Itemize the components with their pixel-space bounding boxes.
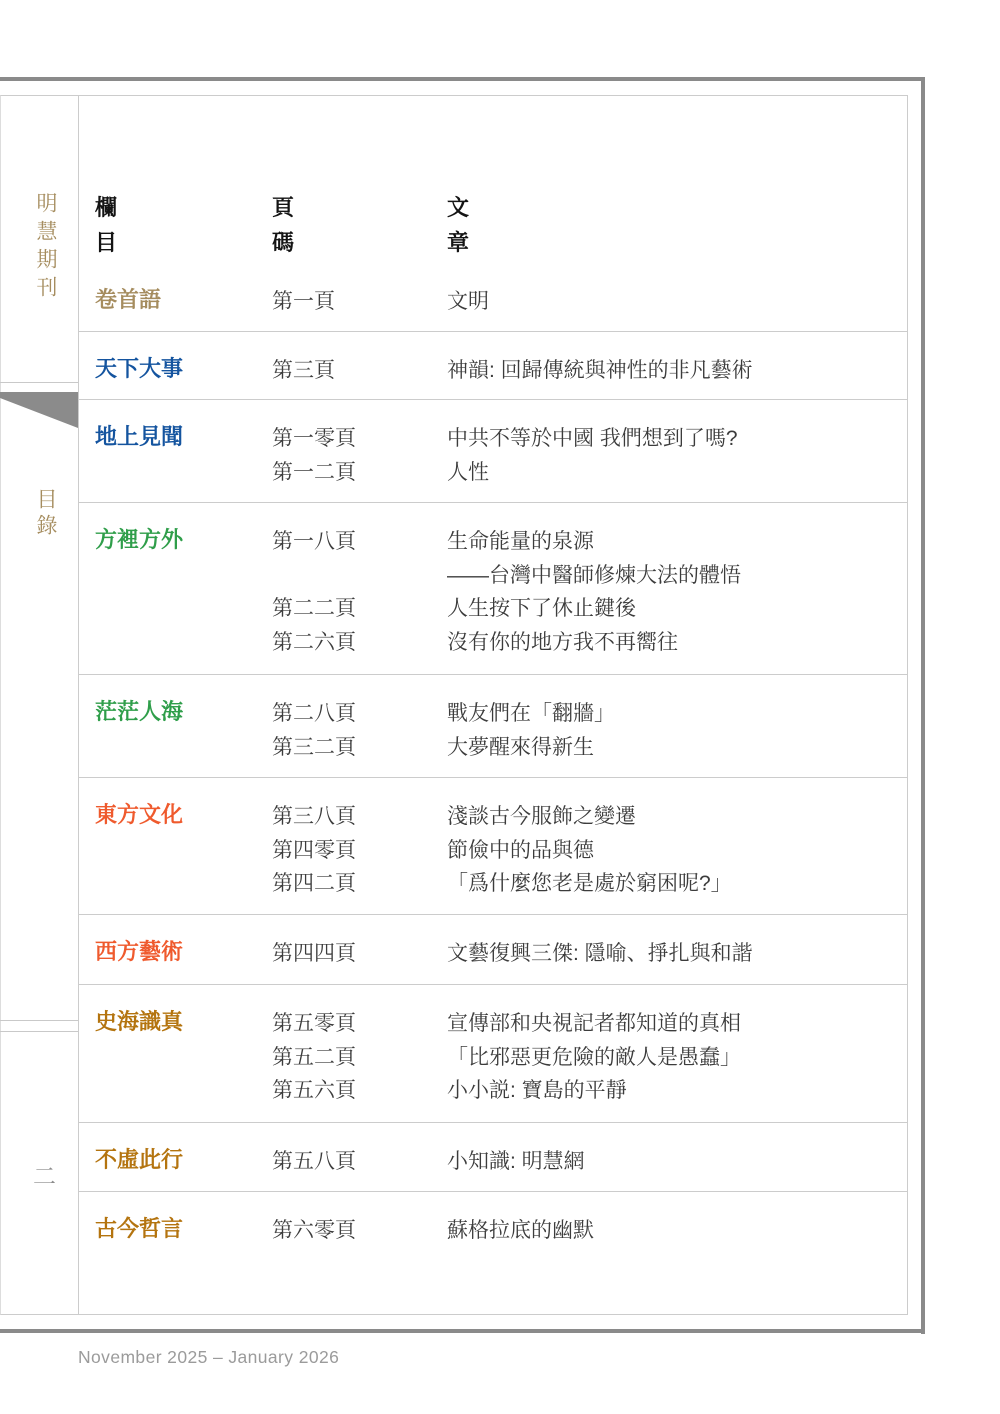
toc-entry <box>78 525 908 559</box>
sidebar-rule-bottom-2 <box>0 1031 78 1032</box>
toc-row-dishangjianwen <box>78 400 908 503</box>
issue-date-range: November 2025 – January 2026 <box>78 1347 340 1367</box>
entry-title: 「爲什麼您老是處於窮困呢?」 <box>447 872 732 895</box>
entry-subtitle: ——台灣中醫師修煉大法的體悟 <box>447 563 741 587</box>
section-label: 茫茫人海 <box>95 699 184 724</box>
toc-entry <box>78 1041 908 1075</box>
entry-title: 小小説: 寶島的平靜 <box>447 1079 627 1102</box>
toc-row-dongfangwenhua <box>78 778 908 915</box>
toc-entry <box>78 1007 908 1041</box>
toc-entry <box>78 1145 908 1179</box>
entry-page: 第二二頁 <box>272 597 356 620</box>
toc-row-juanshouyu <box>78 263 908 332</box>
entry-page: 第一零頁 <box>272 427 356 450</box>
entry-title: 沒有你的地方我不再嚮往 <box>447 630 678 654</box>
toc-row-shihaishizhen <box>78 985 908 1123</box>
entry-page: 第六零頁 <box>272 1219 356 1242</box>
entry-page: 第三頁 <box>272 359 335 382</box>
sidebar-rule-top <box>0 382 78 383</box>
entry-page: 第二六頁 <box>272 630 356 654</box>
toc-entry <box>78 1074 908 1108</box>
section-label: 地上見聞 <box>95 424 184 449</box>
section-label: 西方藝術 <box>95 939 184 964</box>
entry-page: 第四零頁 <box>272 838 356 862</box>
toc-row-xifangyishu <box>78 915 908 985</box>
toc-entry <box>78 697 908 731</box>
toc-entry <box>78 731 908 765</box>
toc-entry <box>78 1214 908 1248</box>
entry-title: 宣傳部和央視記者都知道的真相 <box>447 1012 741 1035</box>
page-border-bottom <box>0 1329 925 1333</box>
toc-entry <box>78 559 908 593</box>
toc-entry <box>78 867 908 901</box>
entry-page: 第五八頁 <box>272 1150 356 1173</box>
toc-row-tianxiadashi <box>78 332 908 400</box>
toc-entry <box>78 800 908 834</box>
toc-entry <box>78 626 908 660</box>
entry-title: 神韻: 回歸傳統與神性的非凡藝術 <box>447 359 753 382</box>
toc-row-mangmangrenhai <box>78 675 908 778</box>
section-label: 不虛此行 <box>95 1147 184 1172</box>
fold-triangle-icon <box>0 392 78 428</box>
section-label: 方裡方外 <box>95 527 184 552</box>
entry-title: 文明 <box>447 290 489 313</box>
toc-entry <box>78 354 908 388</box>
toc-label: 目錄 <box>34 488 57 540</box>
header-page-column: 頁碼 <box>272 195 295 255</box>
sidebar-rule-bottom-1 <box>0 1020 78 1021</box>
entry-title: 文藝復興三傑: 隱喻、掙扎與和諧 <box>447 942 753 965</box>
entry-title: 「比邪惡更危險的敵人是愚蠢」 <box>447 1045 741 1069</box>
header-article-column: 文章 <box>447 195 470 255</box>
section-label: 古今哲言 <box>95 1216 184 1241</box>
entry-title: 生命能量的泉源 <box>447 530 594 553</box>
entry-page: 第三二頁 <box>272 735 356 759</box>
entry-title: 節儉中的品與德 <box>447 838 594 862</box>
toc-row-fanglifangwai <box>78 503 908 675</box>
entry-page: 第四二頁 <box>272 872 356 895</box>
entry-title: 小知識: 明慧網 <box>447 1150 585 1173</box>
entry-page: 第一八頁 <box>272 530 356 553</box>
section-label: 天下大事 <box>95 356 184 381</box>
entry-page: 第五二頁 <box>272 1045 356 1069</box>
entry-page: 第一頁 <box>272 290 335 313</box>
entry-title: 人生按下了休止鍵後 <box>447 597 636 620</box>
toc-entry <box>78 834 908 868</box>
entry-title: 大夢醒來得新生 <box>447 735 594 759</box>
page-border-right <box>921 77 925 1334</box>
entry-title: 中共不等於中國 我們想到了嗎? <box>447 427 738 450</box>
page-border-top <box>0 77 925 81</box>
toc-entry <box>78 937 908 971</box>
section-label: 卷首語 <box>95 287 162 312</box>
toc-entry <box>78 422 908 456</box>
section-label: 東方文化 <box>95 802 184 827</box>
toc-row-buxucixing <box>78 1123 908 1192</box>
toc-entry <box>78 285 908 319</box>
entry-page: 第一二頁 <box>272 460 356 484</box>
entry-title: 淺談古今服飾之變遷 <box>447 805 636 828</box>
entry-title: 蘇格拉底的幽默 <box>447 1219 594 1242</box>
section-label: 史海識真 <box>95 1009 184 1034</box>
magazine-title: 明慧期刊 <box>34 192 57 304</box>
entry-title: 戰友們在「翻牆」 <box>447 702 615 725</box>
entry-title: 人性 <box>447 460 489 484</box>
entry-page: 第三八頁 <box>272 805 356 828</box>
toc-entry <box>78 592 908 626</box>
toc-entry <box>78 456 908 490</box>
page-number: 二 <box>33 1163 56 1189</box>
entry-page: 第五零頁 <box>272 1012 356 1035</box>
toc-row-gujinzheyan <box>78 1192 908 1315</box>
entry-page: 第四四頁 <box>272 942 356 965</box>
header-section-column: 欄目 <box>95 195 118 255</box>
entry-page: 第二八頁 <box>272 702 356 725</box>
entry-page: 第五六頁 <box>272 1079 356 1102</box>
